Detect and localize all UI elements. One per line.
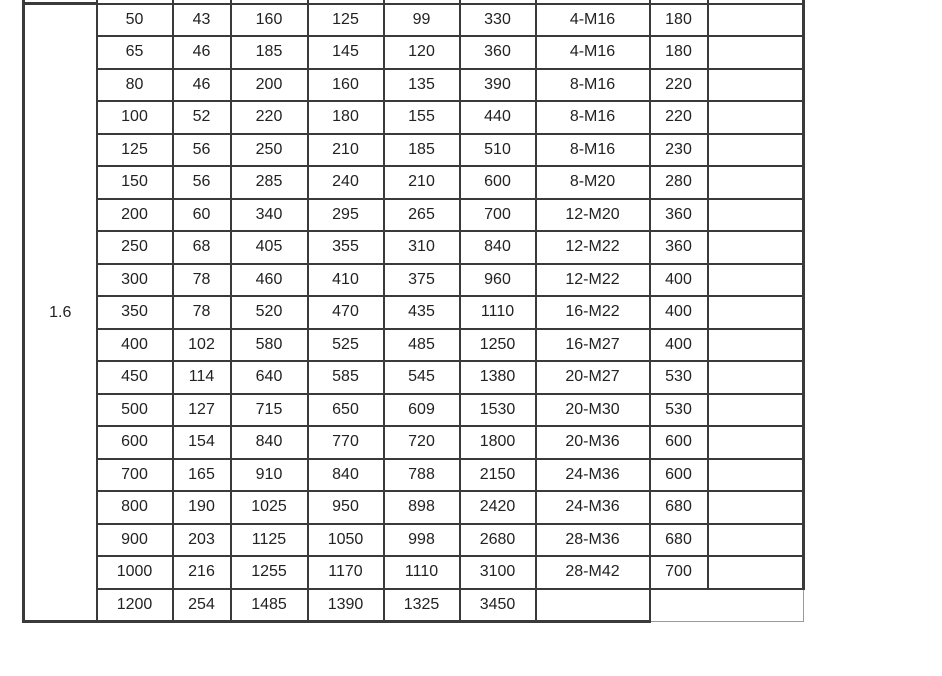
cell-bolt-circle-diameter: 1050	[308, 524, 384, 557]
cell-handwheel-size: 280	[650, 166, 708, 199]
cell-extra	[708, 556, 804, 589]
cell-raised-face-diameter: 720	[384, 426, 460, 459]
cell-extra	[708, 394, 804, 427]
cell-flange-outer-diameter: 285	[231, 166, 308, 199]
cell-handwheel-size: 180	[650, 4, 708, 37]
cell-flange-outer-diameter: 340	[231, 199, 308, 232]
cell-bolt-circle-diameter: 160	[308, 69, 384, 102]
cell-bolt-circle-diameter: 1170	[308, 556, 384, 589]
cell-extra	[708, 101, 804, 134]
cell-nominal-diameter: 200	[97, 199, 173, 232]
cell-bolt-spec: 28-M42	[536, 556, 650, 589]
cell-bolt-circle-diameter: 840	[308, 459, 384, 492]
cell-extra	[708, 524, 804, 557]
cell-overall-height: 960	[460, 264, 536, 297]
cell-flange-outer-diameter: 185	[231, 36, 308, 69]
cell-bolt-circle-diameter: 125	[308, 4, 384, 37]
cell-length: 190	[173, 491, 231, 524]
cell-nominal-diameter: 350	[97, 296, 173, 329]
cell-extra	[708, 199, 804, 232]
cell-extra	[708, 426, 804, 459]
cell-bolt-circle-diameter: 470	[308, 296, 384, 329]
cell-raised-face-diameter: 99	[384, 4, 460, 37]
cell-raised-face-diameter: 485	[384, 329, 460, 362]
cell-bolt-spec: 20-M27	[536, 361, 650, 394]
table-row	[24, 524, 804, 557]
cell-raised-face-diameter: 898	[384, 491, 460, 524]
cell-bolt-circle-diameter: 1390	[308, 589, 384, 622]
cell-handwheel-size: 220	[650, 69, 708, 102]
cell-length: 78	[173, 296, 231, 329]
cell-bolt-spec: 8-M16	[536, 134, 650, 167]
cell-flange-outer-diameter: 1485	[231, 589, 308, 622]
cell-handwheel-size: 180	[650, 36, 708, 69]
cell-overall-height: 440	[460, 101, 536, 134]
cell-flange-outer-diameter: 580	[231, 329, 308, 362]
cell-length: 60	[173, 199, 231, 232]
cell-bolt-spec: 4-M16	[536, 4, 650, 37]
cell-handwheel-size: 230	[650, 134, 708, 167]
cell-handwheel-size: 680	[650, 491, 708, 524]
cell-bolt-circle-diameter: 410	[308, 264, 384, 297]
table-row	[24, 491, 804, 524]
cell-nominal-diameter: 450	[97, 361, 173, 394]
table-row	[24, 69, 804, 102]
cell-overall-height: 390	[460, 69, 536, 102]
cell-handwheel-size: 600	[650, 426, 708, 459]
cell-nominal-diameter: 250	[97, 231, 173, 264]
cell-overall-height: 1530	[460, 394, 536, 427]
cell-bolt-spec: 12-M22	[536, 264, 650, 297]
cell-raised-face-diameter: 788	[384, 459, 460, 492]
cell-handwheel-size: 400	[650, 264, 708, 297]
cell-nominal-diameter: 900	[97, 524, 173, 557]
cell-length: 127	[173, 394, 231, 427]
table-row	[24, 4, 804, 37]
cell-extra	[708, 4, 804, 37]
cell-length: 154	[173, 426, 231, 459]
cell-bolt-spec: 12-M20	[536, 199, 650, 232]
cell-bolt-circle-diameter: 180	[308, 101, 384, 134]
cell-flange-outer-diameter: 1125	[231, 524, 308, 557]
cell-extra	[708, 69, 804, 102]
cell-handwheel-size: 530	[650, 394, 708, 427]
cell-raised-face-diameter: 609	[384, 394, 460, 427]
cell-overall-height: 3450	[460, 589, 536, 622]
cell-overall-height: 600	[460, 166, 536, 199]
cell-length: 114	[173, 361, 231, 394]
cell-bolt-circle-diameter: 950	[308, 491, 384, 524]
table-row	[24, 329, 804, 362]
table-row	[24, 166, 804, 199]
cell-length: 78	[173, 264, 231, 297]
cell-bolt-circle-diameter: 355	[308, 231, 384, 264]
cell-raised-face-diameter: 998	[384, 524, 460, 557]
cell-flange-outer-diameter: 840	[231, 426, 308, 459]
table-row	[24, 231, 804, 264]
cell-overall-height: 1110	[460, 296, 536, 329]
cell-extra	[708, 589, 804, 622]
cell-bolt-spec: 20-M36	[536, 426, 650, 459]
cell-length: 43	[173, 4, 231, 37]
cell-bolt-circle-diameter: 525	[308, 329, 384, 362]
cell-raised-face-diameter: 185	[384, 134, 460, 167]
cell-bolt-circle-diameter: 650	[308, 394, 384, 427]
cell-raised-face-diameter: 265	[384, 199, 460, 232]
table-row	[24, 556, 804, 589]
cell-raised-face-diameter: 310	[384, 231, 460, 264]
cell-raised-face-diameter: 1325	[384, 589, 460, 622]
table-row	[24, 134, 804, 167]
cell-nominal-diameter: 100	[97, 101, 173, 134]
cell-bolt-spec: 8-M20	[536, 166, 650, 199]
cell-extra	[708, 459, 804, 492]
cell-raised-face-diameter: 1110	[384, 556, 460, 589]
table-row	[24, 296, 804, 329]
cell-nominal-diameter: 50	[97, 4, 173, 37]
cell-handwheel-size: 400	[650, 296, 708, 329]
cell-handwheel-size: 700	[650, 556, 708, 589]
cell-handwheel-size: 360	[650, 199, 708, 232]
table-row	[24, 361, 804, 394]
cell-flange-outer-diameter: 405	[231, 231, 308, 264]
table-row	[24, 36, 804, 69]
cell-raised-face-diameter: 210	[384, 166, 460, 199]
cell-raised-face-diameter: 135	[384, 69, 460, 102]
cell-flange-outer-diameter: 200	[231, 69, 308, 102]
cell-flange-outer-diameter: 715	[231, 394, 308, 427]
cell-nominal-diameter: 700	[97, 459, 173, 492]
table-row	[24, 199, 804, 232]
cell-overall-height: 1800	[460, 426, 536, 459]
cell-bolt-circle-diameter: 770	[308, 426, 384, 459]
cell-bolt-spec: 8-M16	[536, 69, 650, 102]
cell-overall-height: 3100	[460, 556, 536, 589]
cell-raised-face-diameter: 435	[384, 296, 460, 329]
cell-length: 52	[173, 101, 231, 134]
cell-extra	[708, 491, 804, 524]
table-body	[24, 0, 804, 622]
cell-length: 216	[173, 556, 231, 589]
cell-nominal-diameter: 65	[97, 36, 173, 69]
cell-handwheel-size	[650, 589, 708, 622]
cell-nominal-diameter: 125	[97, 134, 173, 167]
cell-bolt-spec: 8-M16	[536, 101, 650, 134]
cell-extra	[708, 166, 804, 199]
cell-flange-outer-diameter: 910	[231, 459, 308, 492]
cell-bolt-spec: 12-M22	[536, 231, 650, 264]
cell-raised-face-diameter: 155	[384, 101, 460, 134]
table-row	[24, 264, 804, 297]
cell-extra	[708, 264, 804, 297]
cell-nominal-diameter: 600	[97, 426, 173, 459]
cell-handwheel-size: 220	[650, 101, 708, 134]
table-row	[24, 589, 804, 622]
cell-extra	[708, 296, 804, 329]
cell-nominal-diameter: 150	[97, 166, 173, 199]
cell-bolt-spec: 16-M22	[536, 296, 650, 329]
cell-flange-outer-diameter: 1025	[231, 491, 308, 524]
cell-handwheel-size: 360	[650, 231, 708, 264]
cell-length: 56	[173, 134, 231, 167]
cell-flange-outer-diameter: 640	[231, 361, 308, 394]
table-row	[24, 101, 804, 134]
cell-length: 254	[173, 589, 231, 622]
cell-raised-face-diameter: 375	[384, 264, 460, 297]
cell-overall-height: 1380	[460, 361, 536, 394]
cell-flange-outer-diameter: 460	[231, 264, 308, 297]
table-row	[24, 394, 804, 427]
cell-length: 46	[173, 36, 231, 69]
table-row	[24, 459, 804, 492]
cell-flange-outer-diameter: 220	[231, 101, 308, 134]
cell-extra	[708, 329, 804, 362]
cell-bolt-spec: 4-M16	[536, 36, 650, 69]
cell-bolt-spec	[536, 589, 650, 622]
cell-length: 102	[173, 329, 231, 362]
cell-extra	[708, 361, 804, 394]
cell-length: 56	[173, 166, 231, 199]
cell-overall-height: 700	[460, 199, 536, 232]
cell-nominal-diameter: 500	[97, 394, 173, 427]
cell-raised-face-diameter: 545	[384, 361, 460, 394]
cell-overall-height: 510	[460, 134, 536, 167]
cell-length: 165	[173, 459, 231, 492]
cell-handwheel-size: 400	[650, 329, 708, 362]
cell-handwheel-size: 530	[650, 361, 708, 394]
cell-overall-height: 2420	[460, 491, 536, 524]
cell-bolt-spec: 20-M30	[536, 394, 650, 427]
cell-overall-height: 330	[460, 4, 536, 37]
cell-nominal-diameter: 1000	[97, 556, 173, 589]
cell-flange-outer-diameter: 160	[231, 4, 308, 37]
cell-flange-outer-diameter: 1255	[231, 556, 308, 589]
pressure-rating-cell: 1.6	[24, 4, 97, 622]
cell-raised-face-diameter: 120	[384, 36, 460, 69]
cell-bolt-circle-diameter: 210	[308, 134, 384, 167]
cell-overall-height: 1250	[460, 329, 536, 362]
cell-handwheel-size: 600	[650, 459, 708, 492]
cell-overall-height: 360	[460, 36, 536, 69]
cell-bolt-spec: 24-M36	[536, 491, 650, 524]
cell-length: 68	[173, 231, 231, 264]
cell-length: 46	[173, 69, 231, 102]
cell-nominal-diameter: 80	[97, 69, 173, 102]
cell-bolt-spec: 28-M36	[536, 524, 650, 557]
table-row	[24, 426, 804, 459]
flange-dimension-table	[22, 0, 805, 623]
cell-bolt-circle-diameter: 585	[308, 361, 384, 394]
cell-length: 203	[173, 524, 231, 557]
cell-flange-outer-diameter: 520	[231, 296, 308, 329]
cell-bolt-circle-diameter: 240	[308, 166, 384, 199]
cell-overall-height: 2150	[460, 459, 536, 492]
cell-flange-outer-diameter: 250	[231, 134, 308, 167]
cell-handwheel-size: 680	[650, 524, 708, 557]
cell-bolt-spec: 16-M27	[536, 329, 650, 362]
cell-extra	[708, 36, 804, 69]
cell-nominal-diameter: 1200	[97, 589, 173, 622]
cell-nominal-diameter: 400	[97, 329, 173, 362]
cell-extra	[708, 134, 804, 167]
cell-overall-height: 2680	[460, 524, 536, 557]
cell-nominal-diameter: 300	[97, 264, 173, 297]
cell-extra	[708, 231, 804, 264]
cell-bolt-circle-diameter: 295	[308, 199, 384, 232]
cell-nominal-diameter: 800	[97, 491, 173, 524]
cell-bolt-circle-diameter: 145	[308, 36, 384, 69]
cell-bolt-spec: 24-M36	[536, 459, 650, 492]
cell-overall-height: 840	[460, 231, 536, 264]
